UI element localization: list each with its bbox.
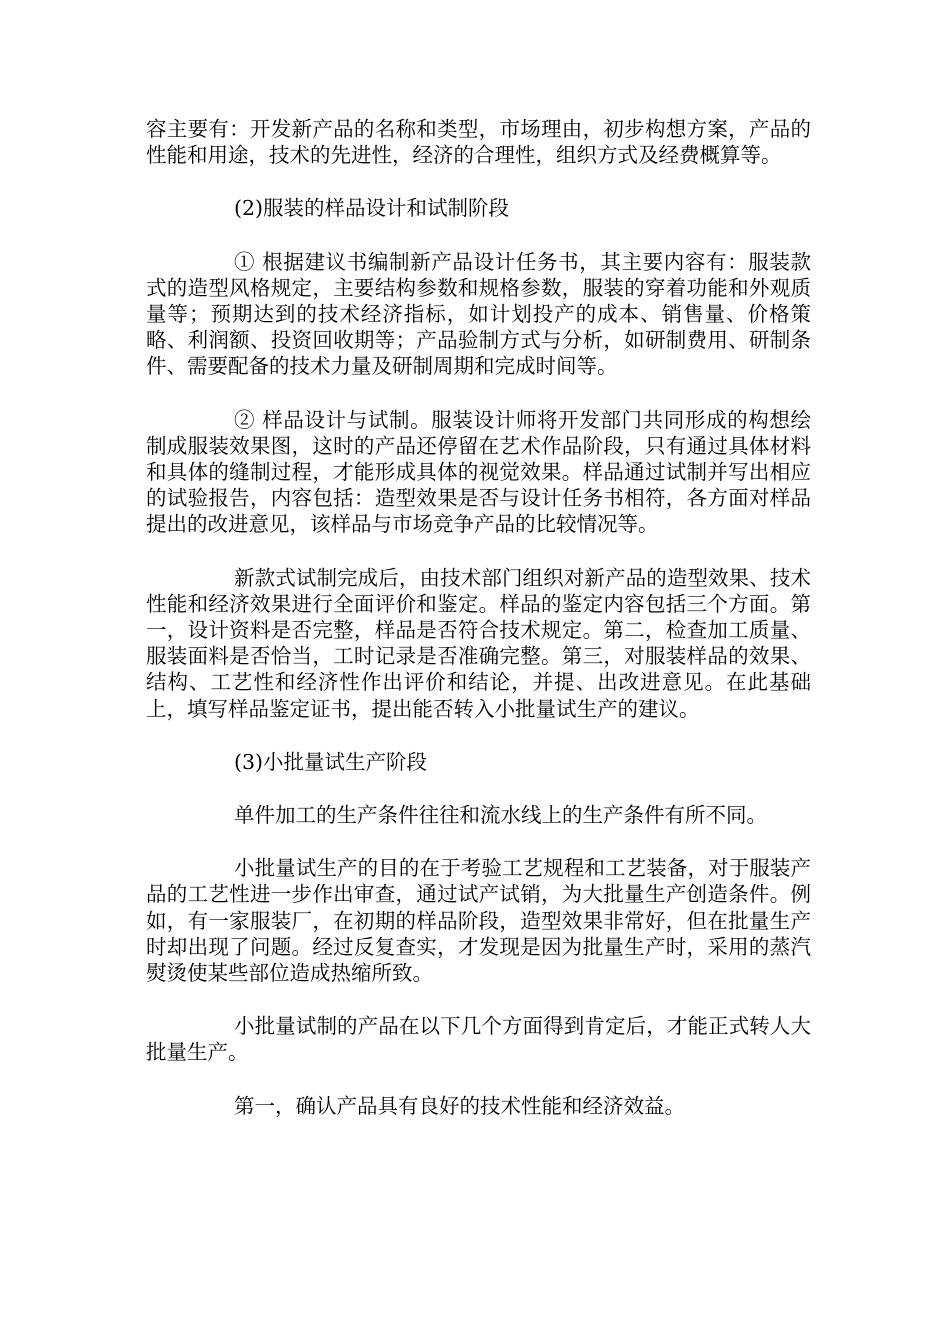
paragraph-sample-design-trial: ② 样品设计与试制。服装设计师将开发部门共同形成的构想绘制成服装效果图，这时的产品还停留在艺术作品阶段，只有通过具体材料和具体的缝制过程，才能形成具体的视觉效果。样品通过试制并写出相应的试验报告，内容包括：造型效果是否与设计任务书相符，各方面对样品提出的改进意见，该样品与市场竞争产品的比较情况等。 (146, 407, 811, 537)
paragraph-small-batch-purpose: 小批量试生产的目的在于考验工艺规程和工艺装备，对于服装产品的工艺性进一步作出审查，通过试产试销，为大批量生产创造条件。例如，有一家服装厂，在初期的样品阶段，造型效果非常好，但在批量生产时却出现了问题。经过反复查实，才发现是因为批量生产时，采用的蒸汽熨烫使某些部位造成热缩所致。 (146, 856, 811, 986)
section-heading-sample-design: (2)服装的样品设计和试制阶段 (234, 196, 510, 221)
paragraph-mass-production-criteria: 小批量试制的产品在以下几个方面得到肯定后，才能正式转人大批量生产。 (146, 1014, 811, 1065)
paragraph-sample-appraisal: 新款式试制完成后，由技术部门组织对新产品的造型效果、技术性能和经济效果进行全面评价和鉴定。样品的鉴定内容包括三个方面。第一，设计资料是否完整，样品是否符合技术规定。第二，检查加工质量、服装面料是否恰当，工时记录是否准确完整。第三，对服装样品的效果、结构、工艺性和经济性作出评价和结论，并提、出改进意见。在此基础上，填写样品鉴定证书，提出能否转入小批量试生产的建议。 (146, 565, 811, 721)
paragraph-design-task-book: ① 根据建议书编制新产品设计任务书，其主要内容有：服装款 式的造型风格规定，主要结构参数和规格参数，服装的穿着功能和外观质量等；预期达到的技术经济指标，如计划投产的成本、销售量、价格策略、利润额、投资回收期等；产品验制方式与分析，如研制费用、研制条件、需要配备的技术力量及研制周期和完成时间等。 (146, 249, 811, 379)
paragraph-first-criterion: 第一，确认产品具有良好的技术性能和经济效益。 (234, 1093, 685, 1118)
section-heading-small-batch: (3)小批量试生产阶段 (234, 749, 428, 774)
paragraph-production-conditions: 单件加工的生产条件往往和流水线上的生产条件有所不同。 (234, 803, 767, 828)
paragraph-proposal-contents: 容主要有：开发新产品的名称和类型，市场理由，初步构想方案，产品的性能和用途，技术的先进性，经济的合理性，组织方式及经费概算等。 (146, 117, 811, 168)
document-body (146, 116, 811, 1146)
